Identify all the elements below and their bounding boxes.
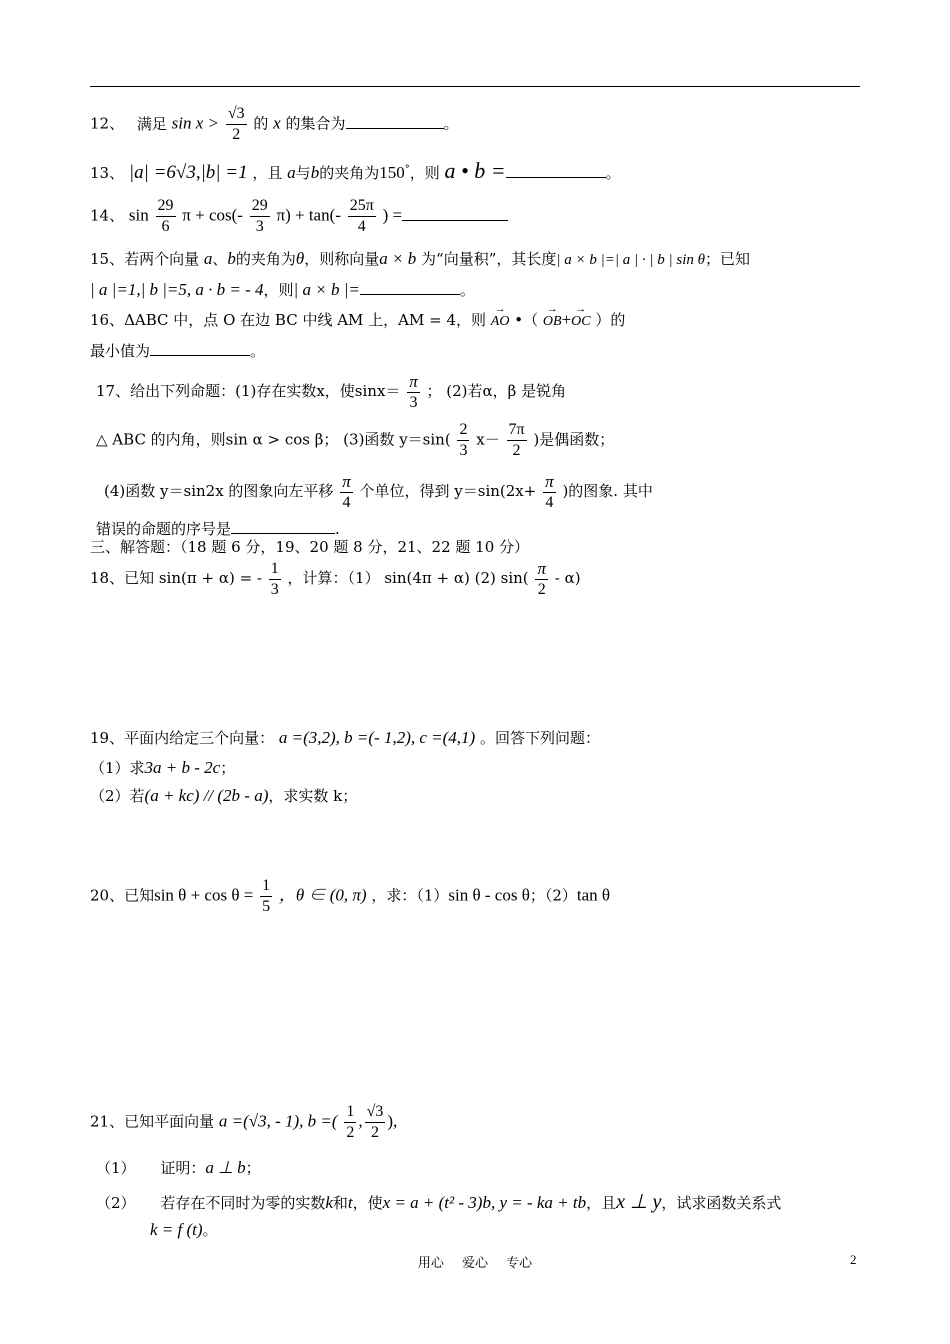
q14-f3-num: 25π [348,198,376,217]
q17-l1b: ； (2)若α，β 是锐角 [426,382,567,400]
q13-a: a [287,163,296,182]
question-13 [90,160,621,182]
q13-end: 。 [605,164,621,182]
q21-p2b: ，使 [352,1194,383,1212]
q15-answer-blank [360,293,460,295]
q21-p1-end: ； [245,1159,261,1177]
q21-p2-expr: x = a + (t² - 3)b, y = - ka + tb [382,1193,587,1212]
q19-p2-end: ，求实数 k； [268,787,358,805]
q17-end: . [335,520,340,538]
q20-f-num: 1 [260,878,272,897]
q14-frac-1 [156,198,176,235]
q12-fraction [226,106,247,143]
q17-l2c: )是偶函数； [533,430,615,449]
q14-f1-den: 6 [161,218,170,235]
q21-k: k [325,1193,333,1212]
q21-p1-expr: a ⊥ b [205,1158,246,1177]
q15-axb: a × b [379,249,417,268]
q15-given: | a |=1,| b |=5, a · b = - 4 [90,280,264,299]
q18-pre: 18、已知 sin(π + α) = - [90,569,262,587]
q15-t4: ；已知 [705,250,751,268]
q21-expr: a =(√3, - 1), b =( [218,1111,338,1131]
q21-f2-den: 2 [370,1124,379,1141]
q13-expr: |a| =6√3,|b| =1 [128,162,248,183]
q16-vec-ob: → OB [543,315,562,329]
q17-l2a: △ ABC 的内角，则sin α > cos β； (3)函数 y＝sin( [96,430,451,449]
q19-vectors: a =(3,2), b =(- 1,2), c =(4,1) [278,728,476,747]
question-19-part-2 [90,787,357,804]
q14-frac-2 [250,198,270,235]
q19-p1-label: （1）求 [90,759,145,777]
q12-tail: 的集合为 [285,114,346,133]
q20-ask-1: sin θ - cos θ [448,885,530,905]
q14-f3-den: 4 [357,218,366,235]
q16-close: ）的 [595,311,626,329]
q15-b: b [227,249,236,268]
question-15-line-1 [90,250,750,268]
question-18 [90,560,581,598]
q16-vec-ao: → AO [491,315,510,329]
question-14 [90,198,508,235]
q17-l4: 错误的命题的序号是 [96,520,232,538]
q17-frac-2 [457,422,469,459]
q15-ask: | a × b |= [293,280,360,299]
q21-end1: ), [387,1111,398,1131]
q20-frac [260,878,272,915]
q18-frac-2 [535,560,548,598]
q16-vec-oc: → OC [571,315,590,329]
q17-f1-den: 3 [409,394,418,411]
q18-frac-1 [269,561,281,598]
q17-f4-den: 4 [342,494,351,511]
q12-frac-num: √3 [226,106,247,125]
q13-and: 与 [295,164,311,182]
q14-part-2: π) + tan(- [276,205,341,225]
question-20 [90,878,610,915]
header-rule [90,86,860,87]
q21-t: t [347,1193,353,1212]
q13-then: ，则 [409,164,440,182]
question-17-line-3 [104,473,653,511]
q14-part-3: ) = [382,205,403,225]
q17-f4-num: π [342,472,351,491]
q12-answer-blank [346,127,444,129]
question-12 [90,106,459,143]
q16-plus: + [561,310,572,329]
q15-a: a [203,249,213,268]
q19-p2-label: （2）若 [90,787,145,805]
q13-answer-blank [506,176,606,178]
q17-answer-blank [231,532,335,534]
q15-theta: θ [295,249,305,268]
q15-t5: ，则 [263,281,294,299]
q13-mid: ，且 [252,164,283,182]
page-footer: 用心 爱心 专心 [417,1256,533,1271]
q12-post: 的 [253,114,269,133]
q20-ask-2: tan θ [576,885,611,905]
q21-p2c: ，且 [586,1194,617,1212]
q19-tail: 。回答下列问题： [480,729,601,747]
q17-f1-num: π [409,372,418,391]
q14-number: 14、 [90,206,125,225]
q21-p2a: 若存在不同时为零的实数 [160,1194,326,1212]
q20-condition: ，θ ∈ (0, π) [278,885,367,905]
q17-l2b: x－ [476,430,500,449]
q16-line-2: 最小值为 [90,342,151,360]
q21-p2-number: （2） [96,1194,136,1212]
q12-var: x [273,113,281,133]
q17-f3-den: 2 [512,442,521,459]
q17-frac-3 [507,422,527,459]
q14-sin: sin [128,205,149,225]
q18-f2-num: π [537,559,546,578]
q13-angle-text: 的夹角为 [319,164,380,182]
q16-answer-blank [150,354,250,356]
q17-l3b: 个单位，得到 y＝sin(2x+ [359,482,537,500]
question-21-part-1 [96,1159,261,1176]
q14-f2-num: 29 [250,198,270,217]
q21-intro: 21、已知平面向量 [90,1112,215,1131]
q21-end3: 。 [202,1221,218,1239]
q18-end: - α) [554,569,581,587]
q12-number: 12、 [90,114,125,133]
question-17-line-4 [96,522,340,537]
q15-t3: 为“向量积”，其长度 [421,250,557,268]
q18-f-num: 1 [269,561,281,580]
q17-f5-num: π [545,472,554,491]
q18-f2-den: 2 [537,581,546,598]
q20-pre: 20、已知 [90,886,155,905]
page-number: 2 [850,1252,857,1267]
q16-end: 。 [250,342,266,360]
q19-p2-expr: (a + kc) // (2b - a) [144,786,269,805]
q21-perp: x ⊥ y [616,1191,662,1213]
q14-f2-den: 3 [255,218,264,235]
question-21-line-1 [90,1104,397,1141]
q14-answer-blank [402,219,508,221]
q13-degree: ° [404,164,410,175]
q18-mid: ，计算：（1） sin(4π + α) (2) sin( [287,569,529,587]
q15-intro: 15、若两个向量 [90,250,200,268]
q21-and: 和 [332,1194,348,1212]
q17-f2-num: 2 [457,422,469,441]
question-17-line-2 [96,422,614,459]
q13-number: 13、 [90,164,125,182]
q17-frac-4 [340,473,353,511]
q20-f-den: 5 [262,898,271,915]
q21-f1-num: 1 [344,1104,356,1123]
q19-p1-end: ； [220,759,236,777]
question-16-line-1 [90,311,625,329]
q17-l3c: )的图象. 其中 [562,482,653,500]
q17-f5-den: 4 [545,494,554,511]
q21-frac-1 [344,1104,356,1141]
q20-mid: ，求：（1） [371,886,449,905]
q15-length-expr: | a × b |=| a | · | b | sin θ [556,252,705,268]
q15-end: 。 [459,281,475,299]
q20-sep: ；（2） [529,886,577,905]
question-21-line-3 [150,1221,218,1238]
q17-f2-den: 3 [459,442,468,459]
q13-dot-expr: a • b = [444,158,506,183]
q19-intro: 19、平面内给定三个向量： [90,729,275,747]
q21-function: k = f (t) [150,1220,203,1239]
q21-frac-2 [365,1104,386,1141]
q17-l3a: (4)函数 y＝sin2x 的图象向左平移 [104,482,334,500]
q14-frac-3 [348,198,376,235]
q15-sep: 、 [212,250,228,268]
q21-comma: , [358,1111,363,1131]
q13-angle: 150 [379,163,405,182]
question-17-line-1 [96,373,566,411]
q17-l1a: 17、给出下列命题：(1)存在实数x，使sinx＝ [96,382,401,400]
q15-t1: 的夹角为 [235,250,296,268]
q20-expr: sin θ + cos θ = [154,885,254,905]
q21-p2d: ，试求函数关系式 [661,1194,782,1212]
q17-frac-5 [543,473,556,511]
question-21-part-2 [96,1192,781,1212]
q13-b: b [310,163,320,182]
q18-f-den: 3 [270,580,279,598]
question-16-line-2 [90,344,265,359]
q21-f1-den: 2 [346,1124,355,1141]
section-3-heading: 三、解答题：（18 题 6 分，19、20 题 8 分，21、22 题 10 分） [90,538,530,556]
q12-frac-den: 2 [232,126,241,143]
q21-p1-label: 证明： [160,1159,206,1177]
q12-end: 。 [443,114,459,133]
q16-intro: 16、ΔABC 中，点 O 在边 BC 中线 AM 上，AM = 4，则 [90,311,487,329]
q16-bullet: •（ [514,311,539,329]
q17-frac-1 [407,373,420,411]
q12-pre: 满足 [136,114,167,133]
q19-p1-expr: 3a + b - 2c [144,758,221,777]
q17-f3-num: 7π [507,422,527,441]
question-15-line-2 [90,281,475,298]
question-19-part-1 [90,759,235,776]
q14-part-1: π + cos(- [182,205,243,225]
question-19-line-1 [90,729,600,746]
q14-f1-num: 29 [156,198,176,217]
q21-f2-num: √3 [365,1104,386,1123]
q21-p1-number: （1） [96,1159,136,1177]
q12-expr: sin x > [171,113,220,133]
q15-t2: ，则称向量 [304,250,380,268]
